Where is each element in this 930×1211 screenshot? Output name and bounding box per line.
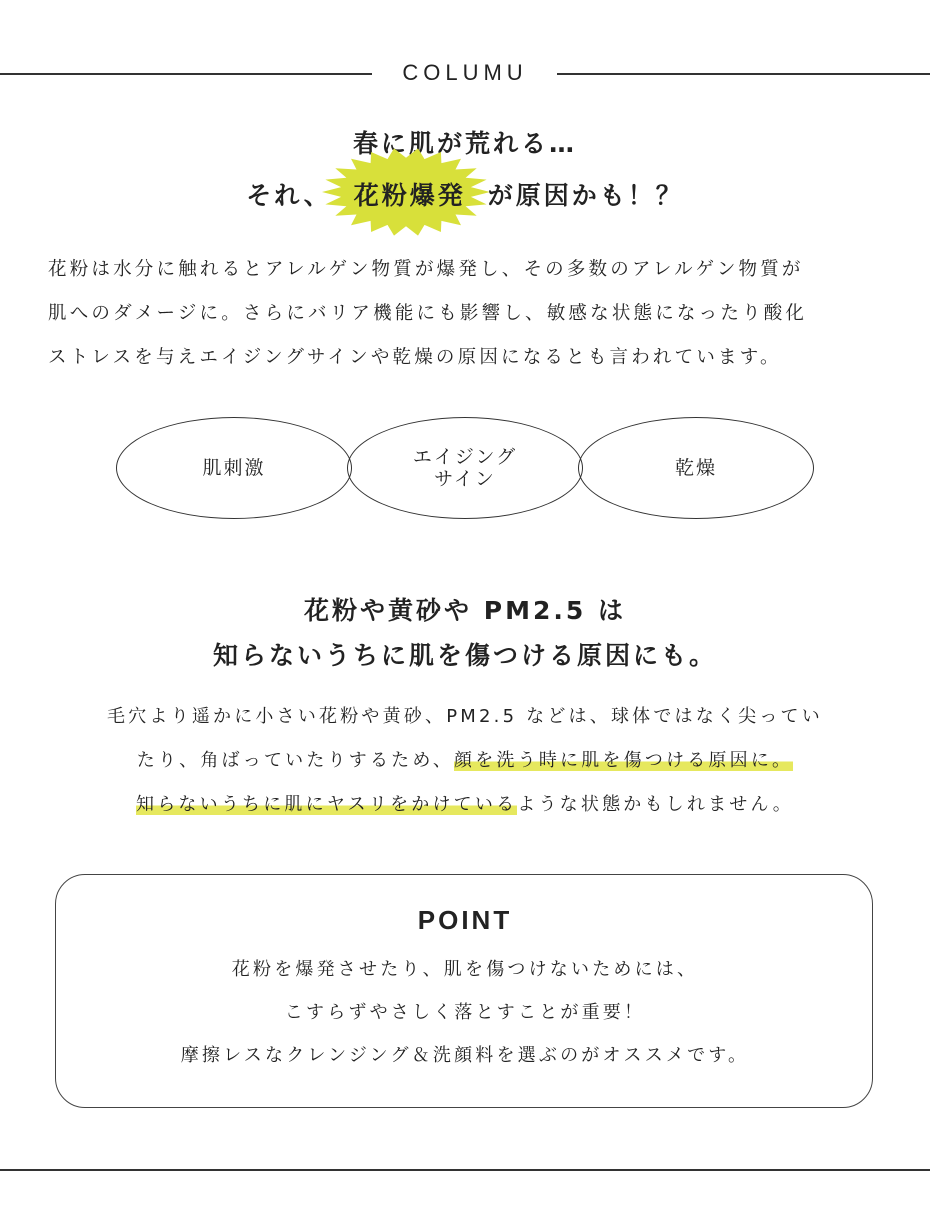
- section2-heading-line2: 知らないうちに肌を傷つける原因にも。: [212, 641, 717, 670]
- point-text: [0, 948, 930, 1077]
- headline-badge-text: 花粉爆発: [353, 181, 466, 210]
- intro-line: 花粉は水分に触れるとアレルゲン物質が爆発し、その多数のアレルゲン物質が: [48, 259, 804, 280]
- section2-heading-line1: 花粉や黄砂や PM2.5 は: [304, 596, 626, 625]
- circle-label: 肌刺激: [202, 457, 266, 479]
- point-line: こすらずやさしく落とすことが重要！: [284, 1002, 646, 1023]
- section-title-text: COLUMU: [388, 60, 541, 85]
- circle-dryness: [578, 417, 814, 519]
- text: たり、角ばっていたりするため、: [136, 750, 455, 771]
- headline-prefix: それ、: [246, 181, 332, 210]
- circle-label: [413, 446, 517, 490]
- point-title: POINT: [417, 905, 513, 935]
- section2-line: [0, 739, 930, 783]
- highlighted-text: 顔を洗う時に肌を傷つける原因に。: [454, 750, 794, 771]
- section2-line: [0, 783, 930, 827]
- intro-line: ストレスを与えエイジングサインや乾燥の原因になるとも言われています。: [48, 347, 782, 368]
- circle-aging-signs: [347, 417, 583, 519]
- bottom-divider: [0, 1169, 930, 1171]
- highlighted-text: 知らないうちに肌にヤスリをかけている: [136, 794, 518, 815]
- section-title: [0, 60, 930, 86]
- headline-line2: [0, 176, 930, 212]
- section2-paragraph: [0, 695, 930, 827]
- intro-paragraph: [48, 248, 908, 380]
- text: ような状態かもしれません。: [517, 794, 794, 815]
- headline-line1: 春に肌が荒れる…: [352, 129, 577, 158]
- point-line: 摩擦レスなクレンジング＆洗顔料を選ぶのがオススメです。: [180, 1045, 750, 1066]
- circle-label-line: エイジング: [412, 446, 518, 468]
- circle-skin-irritation: [116, 417, 352, 519]
- point-line: 花粉を爆発させたり、肌を傷つけないためには、: [231, 959, 699, 980]
- circle-label: 乾燥: [674, 457, 717, 479]
- intro-line: 肌へのダメージに。さらにバリア機能にも影響し、敏感な状態になったり酸化: [48, 303, 808, 324]
- circle-label-line: サイン: [434, 468, 496, 490]
- headline-suffix: が原因かも！？: [487, 181, 684, 210]
- section2-line: 毛穴より遥かに小さい花粉や黄砂、PM2.5 などは、球体ではなく尖ってい: [107, 706, 823, 727]
